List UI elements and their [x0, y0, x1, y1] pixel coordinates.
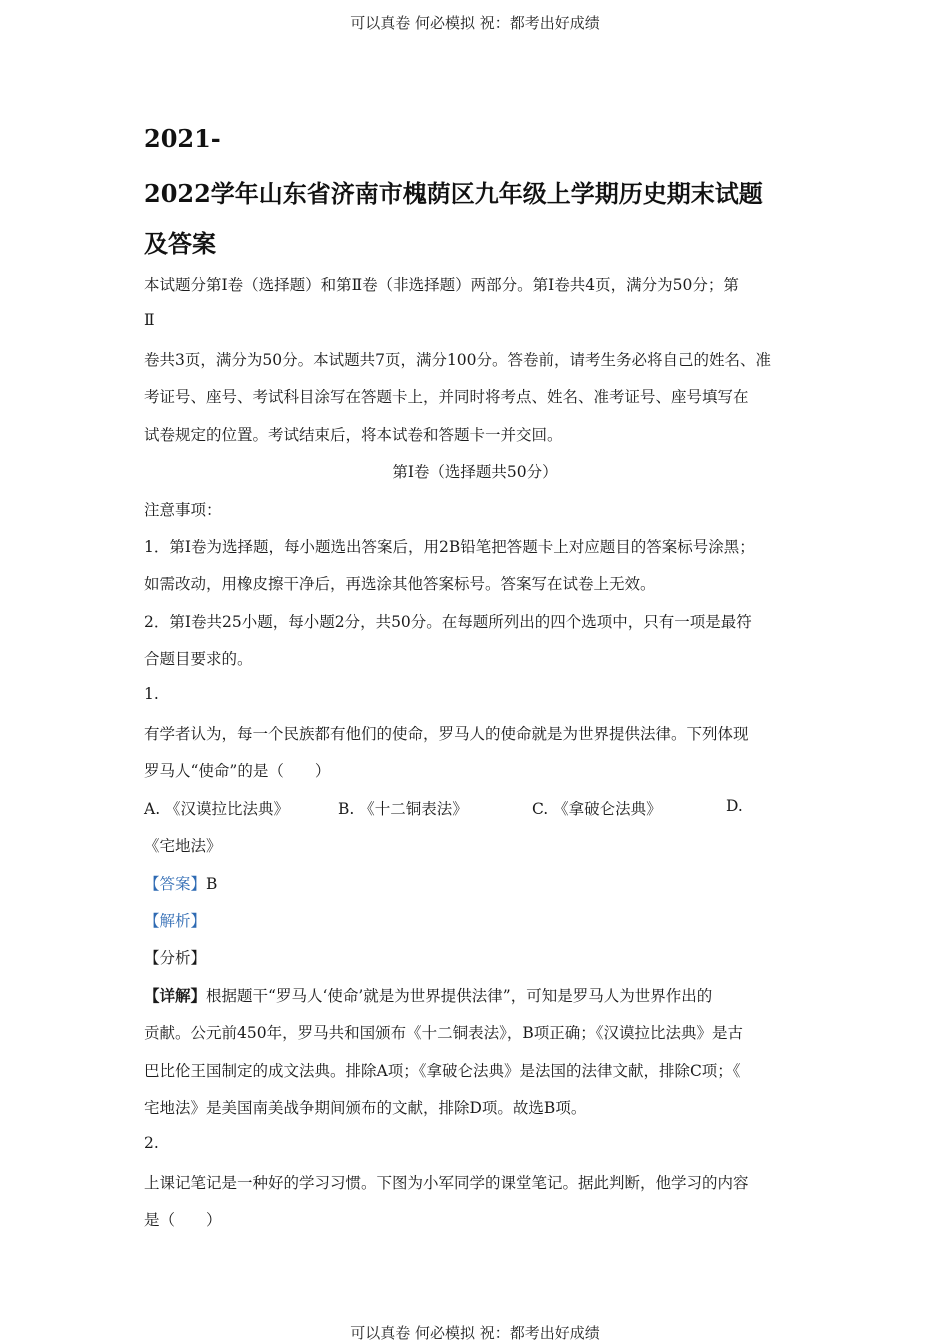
intro-line: 考证号、座号、考试科目涂写在答题卡上，并同时将考点、姓名、准考证号、座号填写在 — [144, 388, 749, 406]
notes-heading: 注意事项： — [144, 501, 222, 519]
question-1-number: 1. — [144, 685, 159, 703]
detail-line: 贡献。公元前450年，罗马共和国颁布《十二铜表法》，B项正确；《汉谟拉比法典》是古 — [144, 1024, 743, 1042]
question-2-number: 2. — [144, 1134, 159, 1152]
question-1-stem: 有学者认为，每一个民族都有他们的使命，罗马人的使命就是为世界提供法律。下列体现 — [144, 725, 749, 743]
option-c: C. 《拿破仑法典》 — [532, 800, 662, 818]
intro-line: 本试题分第Ⅰ卷（选择题）和第Ⅱ卷（非选择题）两部分。第Ⅰ卷共4页，满分为50分；第 — [144, 276, 739, 294]
detail-line: 宅地法》是美国南美战争期间颁布的文献，排除D项。故选B项。 — [144, 1099, 587, 1117]
answer-tag: 【答案】 — [144, 875, 207, 893]
page-header: 可以真卷 何必模拟 祝：都考出好成绩 — [350, 14, 600, 32]
note-line: 1．第Ⅰ卷为选择题，每小题选出答案后，用2B铅笔把答题卡上对应题目的答案标号涂黑； — [144, 538, 755, 556]
detail-text: 根据题干“罗马人‘使命’就是为世界提供法律”，可知是罗马人为世界作出的 — [206, 987, 713, 1005]
doc-title-line-1: 2021- — [144, 124, 221, 153]
question-1-stem: 罗马人“使命”的是（ ） — [144, 762, 331, 780]
question-2-stem: 是（ ） — [144, 1211, 222, 1229]
option-d-text: 《宅地法》 — [144, 837, 222, 855]
doc-title-line-2: 2022学年山东省济南市槐荫区九年级上学期历史期末试题 — [144, 179, 763, 208]
detail-tag: 【详解】 — [144, 986, 207, 1005]
answer-value: B — [206, 875, 218, 893]
analysis-tag: 【解析】 — [144, 912, 207, 930]
fenxi-tag: 【分析】 — [144, 949, 207, 967]
note-line: 2．第Ⅰ卷共25小题，每小题2分，共50分。在每题所列出的四个选项中，只有一项是最符 — [144, 613, 752, 631]
intro-line: Ⅱ — [144, 311, 155, 329]
section-title: 第Ⅰ卷（选择题共50分） — [392, 463, 558, 481]
answer-line — [144, 872, 217, 894]
detail-line — [144, 984, 712, 1006]
note-line: 如需改动，用橡皮擦干净后，再选涂其他答案标号。答案写在试卷上无效。 — [144, 575, 656, 593]
doc-title-line-3: 及答案 — [144, 229, 216, 258]
page-footer: 可以真卷 何必模拟 祝：都考出好成绩 — [350, 1324, 600, 1342]
note-line: 合题目要求的。 — [144, 650, 253, 668]
detail-line: 巴比伦王国制定的成文法典。排除A项；《拿破仑法典》是法国的法律文献，排除C项；《 — [144, 1062, 741, 1080]
intro-line: 试卷规定的位置。考试结束后，将本试卷和答题卡一并交回。 — [144, 426, 563, 444]
option-b: B. 《十二铜表法》 — [338, 800, 468, 818]
option-d: D. — [726, 797, 743, 815]
question-2-stem: 上课记笔记是一种好的学习习惯。下图为小军同学的课堂笔记。据此判断，他学习的内容 — [144, 1174, 749, 1192]
option-a: A. 《汉谟拉比法典》 — [144, 800, 290, 818]
intro-line: 卷共3页，满分为50分。本试题共7页，满分100分。答卷前，请考生务必将自己的姓名、准 — [144, 351, 772, 369]
